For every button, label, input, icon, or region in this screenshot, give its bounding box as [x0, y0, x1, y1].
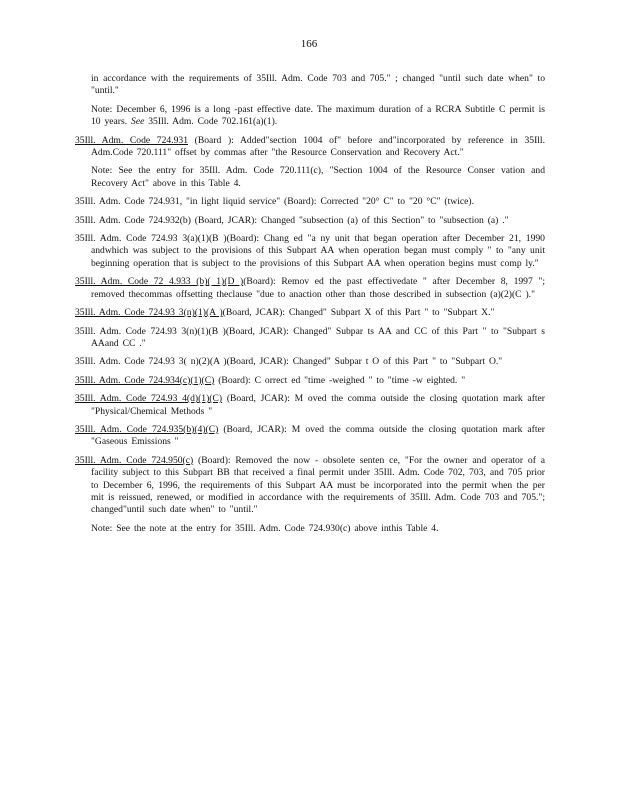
entry-citation: 35Ill. Adm. Code 724.93 3( n)(2)(A ): [75, 356, 227, 368]
table-entry: [75, 356, 545, 368]
note-citation: 35Ill. Adm. Code 702.161(a)(1).: [144, 116, 278, 128]
document-body: [75, 73, 545, 541]
table-entry: [75, 196, 545, 208]
entry-text: (Board): Remov ed the past effectivedate " after December 8, 1997 "; removed thecommas offsetting theclause "due to anaction other than those described in subsection (a)(2)(C ).": [91, 276, 545, 300]
entry-text: (Board, JCAR): Changed" Subpar ts AA and CC of this Part " to "Subpart s AAand CC .": [91, 325, 545, 349]
entry-citation: 35Ill. Adm. Code 72 4.933 (b)( 1)(D ): [75, 276, 244, 288]
entry-text: "in light liquid service" (Board): Corrected "20° C" to "20 °C" (twice).: [182, 196, 474, 208]
table-entry: [75, 424, 545, 449]
entry-text: (Board): C orrect ed "time -weighed " to "time -w eighted. ": [214, 374, 466, 386]
entry-text: (Board ): Added"section 1004 of" before and"incorporated by reference in 35Ill. Adm.Code 720.111" offset by commas after "the Resource Conservation and Recovery Act.": [91, 134, 545, 159]
entry-citation: 35Ill. Adm. Code 724.932(b): [75, 214, 191, 226]
note-text: Note: See the note at the entry for 35Ill. Adm. Code 724.930(c) above inthis Table 4.: [91, 522, 439, 534]
page-number: 166: [300, 38, 318, 50]
see-signal: See: [131, 116, 145, 128]
entry-text: (Board, JCAR): Changed" Subpart X of this Part " to "Subpart X.": [222, 307, 495, 319]
note-paragraph: [75, 165, 545, 190]
table-entry: [75, 135, 545, 160]
table-entry: [75, 455, 545, 517]
entry-text: (Board, JCAR): Changed "subsection (a) of this Section" to "subsection (a) .": [190, 214, 509, 226]
entry-text: (Board): Chang ed "a ny unit that began operation after December 21, 1990 andwhich was subject to the provisions of this Subpart AA when operation began must comply " to "any unit beginning operation that is subject to the provisions of this Subpart AA when operation begins must comp ly.": [91, 233, 545, 269]
entry-citation: 35Ill. Adm. Code 724.950(c): [75, 454, 194, 466]
entry-text: (Board, JCAR): Changed" Subpar t O of this Part " to "Subpart O.": [226, 356, 503, 368]
note-text: Note: See the entry for 35Ill. Adm. Code 720.111(c), "Section 1004 of the Resource Conser vation and Recovery Act" above in this Table 4.: [91, 165, 545, 189]
table-entry: [75, 307, 545, 319]
table-entry: [75, 233, 545, 270]
table-entry: [75, 375, 545, 387]
entry-citation: 35Ill. Adm. Code 724.93 3(n)(1)(A ): [75, 307, 223, 319]
entry-citation: 35Ill. Adm. Code 724.93 4(d)(1)(C): [75, 393, 223, 405]
continuation-paragraph: [75, 73, 545, 98]
note-text: Note: December 6, 1996 is a long -past effective date. The maximum duration of a RCRA Subtitle C permit is 10 years.: [91, 103, 545, 128]
entry-text: (Board, JCAR): M oved the comma outside the closing quotation mark after "Physical/Chemical Methods ": [91, 393, 546, 417]
table-entry: [75, 276, 545, 301]
entry-citation: 35Ill. Adm. Code 724.931: [75, 134, 188, 146]
entry-citation: 35Ill. Adm. Code 724.935(b)(4)(C): [75, 423, 219, 435]
entry-text: (Board): Removed the now - obsolete senten ce, "For the owner and operator of a facility subject to this Subpart BB that received a final permit under 35Ill. Adm. Code 702, 703, and 705 prior to December 6, 1996, the requirements of this Subpart AA must be incorporated into the permit when the per mit is reissued, renewed, or modified in accordance with the requirements of 35Ill. Adm. Code 703 and 705."; changed"until such date when" to "until.": [91, 454, 545, 516]
entry-citation: 35Ill. Adm. Code 724.931,: [75, 196, 183, 208]
entry-citation: 35Ill. Adm. Code 724.93 3(a)(1)(B ): [75, 233, 227, 245]
entry-citation: 35Ill. Adm. Code 724.934(c)(1)(C): [75, 374, 215, 386]
table-entry: [75, 215, 545, 227]
entry-text: (Board, JCAR): M oved the comma outside the closing quotation mark after "Gaseous Emissions ": [91, 423, 545, 448]
table-entry: [75, 326, 545, 351]
note-paragraph: [75, 104, 545, 129]
note-paragraph: [75, 523, 545, 535]
paragraph-text: in accordance with the requirements of 35Ill. Adm. Code 703 and 705." ; changed "until such date when" to "until.": [91, 73, 545, 97]
entry-citation: 35Ill. Adm. Code 724.93 3(n)(1)(B ): [75, 325, 226, 337]
table-entry: [75, 393, 545, 418]
